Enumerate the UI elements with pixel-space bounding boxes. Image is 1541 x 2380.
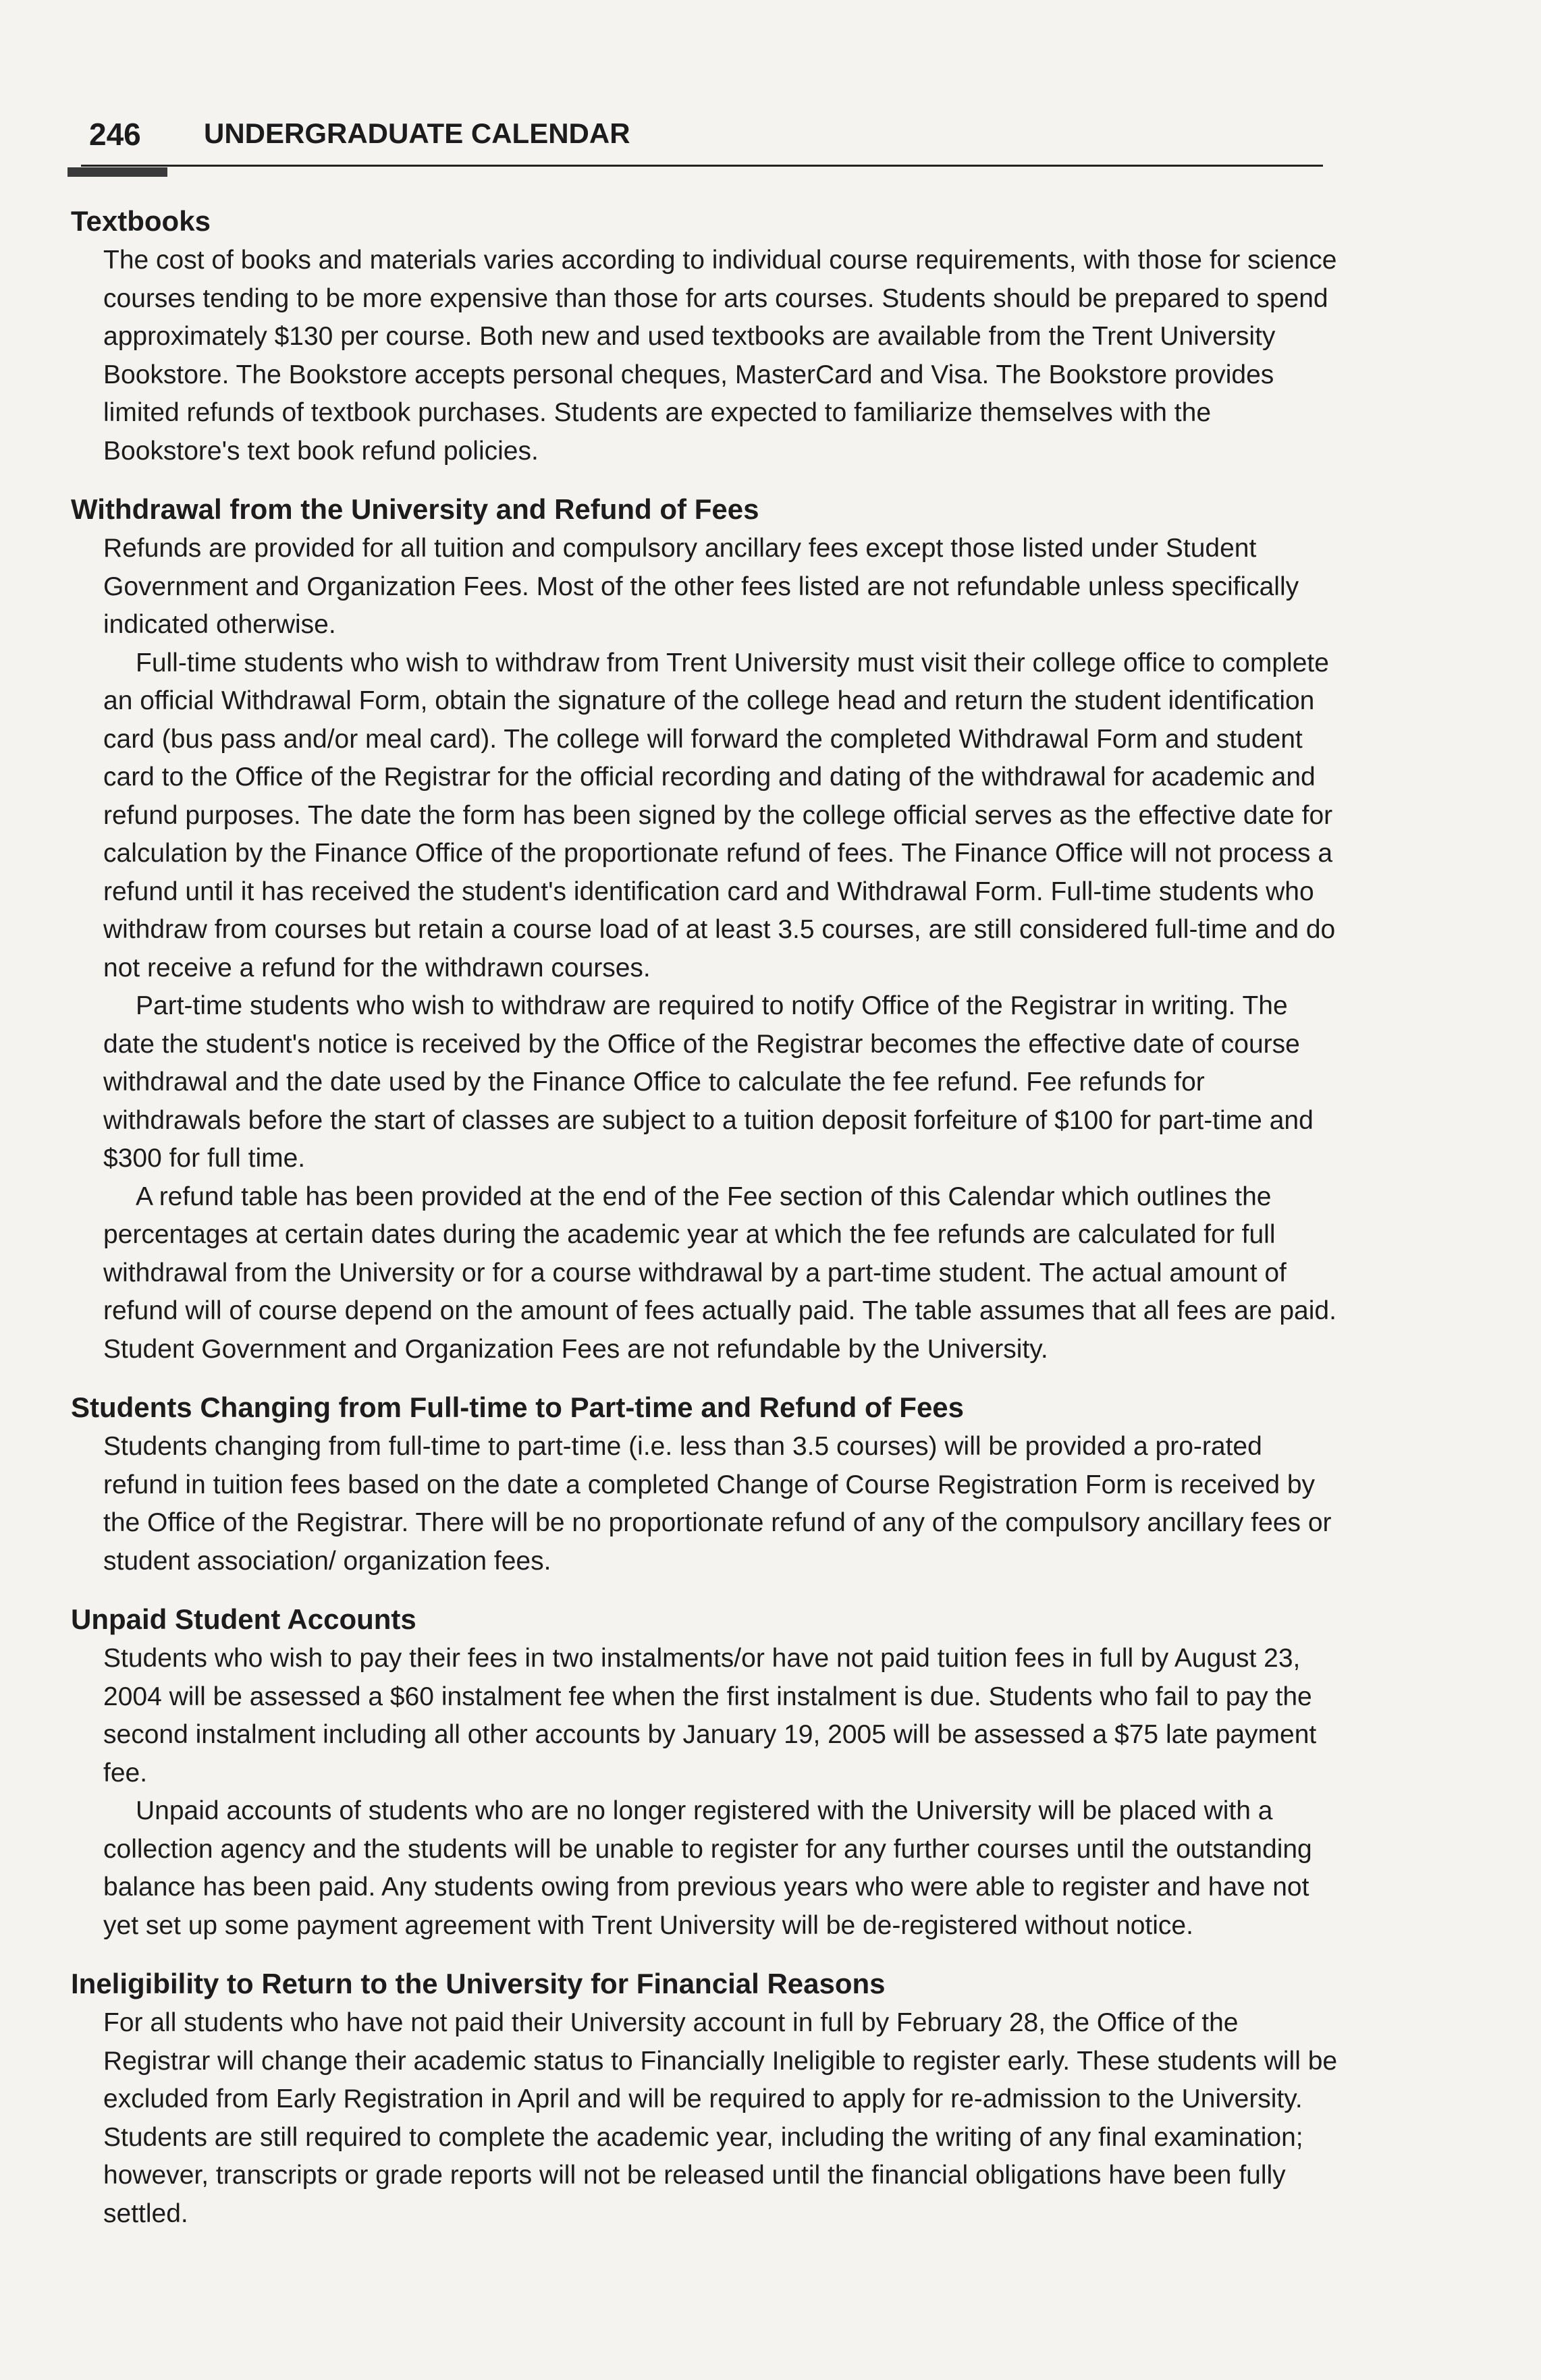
paragraph: Students changing from full-time to part-time (i.e. less than 3.5 courses) will be provided a pro-rated refund in tuition fees based on the date a completed Change of Course Registration Form is received by the Office of the Registrar. There will be no proportionate refund of any of the compulsory ancillary fees or student association/ organization fees. [103, 1432, 1332, 1576]
section-heading: Unpaid Student Accounts [71, 1603, 416, 1635]
paragraph: Students who wish to pay their fees in two instalments/or have not paid tuition fees in full by August 23, 2004 will be assessed a $60 instalment fee when the first instalment is due. Students who fail to pay the second instalment including all other accounts by January 19, 2005 will be assessed a $75 late payment fee. [103, 1644, 1317, 1788]
section-unpaid-accounts [71, 1601, 1340, 1945]
section-withdrawal-refund [71, 491, 1340, 1368]
section-body [103, 1640, 1340, 1945]
paragraph: The cost of books and materials varies according to individual course requirements, with those for science courses tending to be more expensive than those for arts courses. Students should be prepared to spend approximately $130 per course. Both new and used textbooks are available from the Trent University Bookstore. The Bookstore accepts personal cheques, MasterCard and Visa. The Bookstore provides limited refunds of textbook purchases. Students are expected to familiarize themselves with the Bookstore's text book refund policies. [103, 246, 1337, 466]
section-heading: Students Changing from Full-time to Part-time and Refund of Fees [71, 1391, 965, 1423]
header-rule [81, 165, 1323, 167]
paragraph: Part-time students who wish to withdraw are required to notify Office of the Registrar in writing. The date the student's notice is received by the Office of the Registrar becomes the effective date of course withdrawal and the date used by the Finance Office to calculate the fee refund. Fee refunds for withdrawals before the start of classes are subject to a tuition deposit forfeiture of $100 for part-time and $300 for full time. [103, 991, 1314, 1173]
section-heading: Withdrawal from the University and Refund of Fees [71, 493, 759, 525]
page-content [71, 202, 1340, 2253]
paragraph: A refund table has been provided at the end of the Fee section of this Calendar which outlines the percentages at certain dates during the academic year at which the fee refunds are calculated for full withdrawal from the University or for a course withdrawal by a part-time student. The actual amount of refund will of course depend on the amount of fees actually paid. The table assumes that all fees are paid. Student Government and Organization Fees are not refundable by the University. [103, 1182, 1336, 1364]
paragraph: Unpaid accounts of students who are no longer registered with the University will be placed with a collection agency and the students will be unable to register for any further courses until the outstanding balance has been paid. Any students owing from previous years who were able to register and have not yet set up some payment agreement with Trent University will be de-registered without notice. [103, 1796, 1312, 1940]
section-full-to-part-time [71, 1389, 1340, 1580]
running-title: UNDERGRADUATE CALENDAR [204, 117, 630, 149]
section-body [103, 530, 1340, 1368]
running-header [81, 116, 1323, 163]
page-number: 246 [89, 117, 141, 152]
section-financial-ineligibility [71, 1965, 1340, 2233]
paragraph: Refunds are provided for all tuition and compulsory ancillary fees except those listed under Student Government and Organization Fees. Most of the other fees listed are not refundable unless specifically indicated otherwise. [103, 534, 1299, 639]
paragraph: Full-time students who wish to withdraw from Trent University must visit their college office to complete an official Withdrawal Form, obtain the signature of the college head and return the student identification card (bus pass and/or meal card). The college will forward the completed Withdrawal Form and student card to the Office of the Registrar for the official recording and dating of the withdrawal for academic and refund purposes. The date the form has been signed by the college official serves as the effective date for calculation by the Finance Office of the proportionate refund of fees. The Finance Office will not process a refund until it has received the student's identification card and Withdrawal Form. Full-time students who withdraw from courses but retain a course load of at least 3.5 courses, are still considered full-time and do not receive a refund for the withdrawn courses. [103, 648, 1336, 983]
section-body [103, 2004, 1340, 2233]
section-body [103, 1428, 1340, 1580]
section-heading: Ineligibility to Return to the University for Financial Reasons [71, 1968, 886, 1999]
header-tab-mark [67, 167, 167, 177]
section-body [103, 242, 1340, 470]
section-textbooks [71, 202, 1340, 470]
section-heading: Textbooks [71, 205, 211, 237]
paragraph: For all students who have not paid their University account in full by February 28, the Office of the Registrar will change their academic status to Financially Ineligible to register early. These students will be excluded from Early Registration in April and will be required to apply for re-admission to the University. Students are still required to complete the academic year, including the writing of any final examination; however, transcripts or grade reports will not be released until the financial obligations have been fully settled. [103, 2008, 1338, 2228]
